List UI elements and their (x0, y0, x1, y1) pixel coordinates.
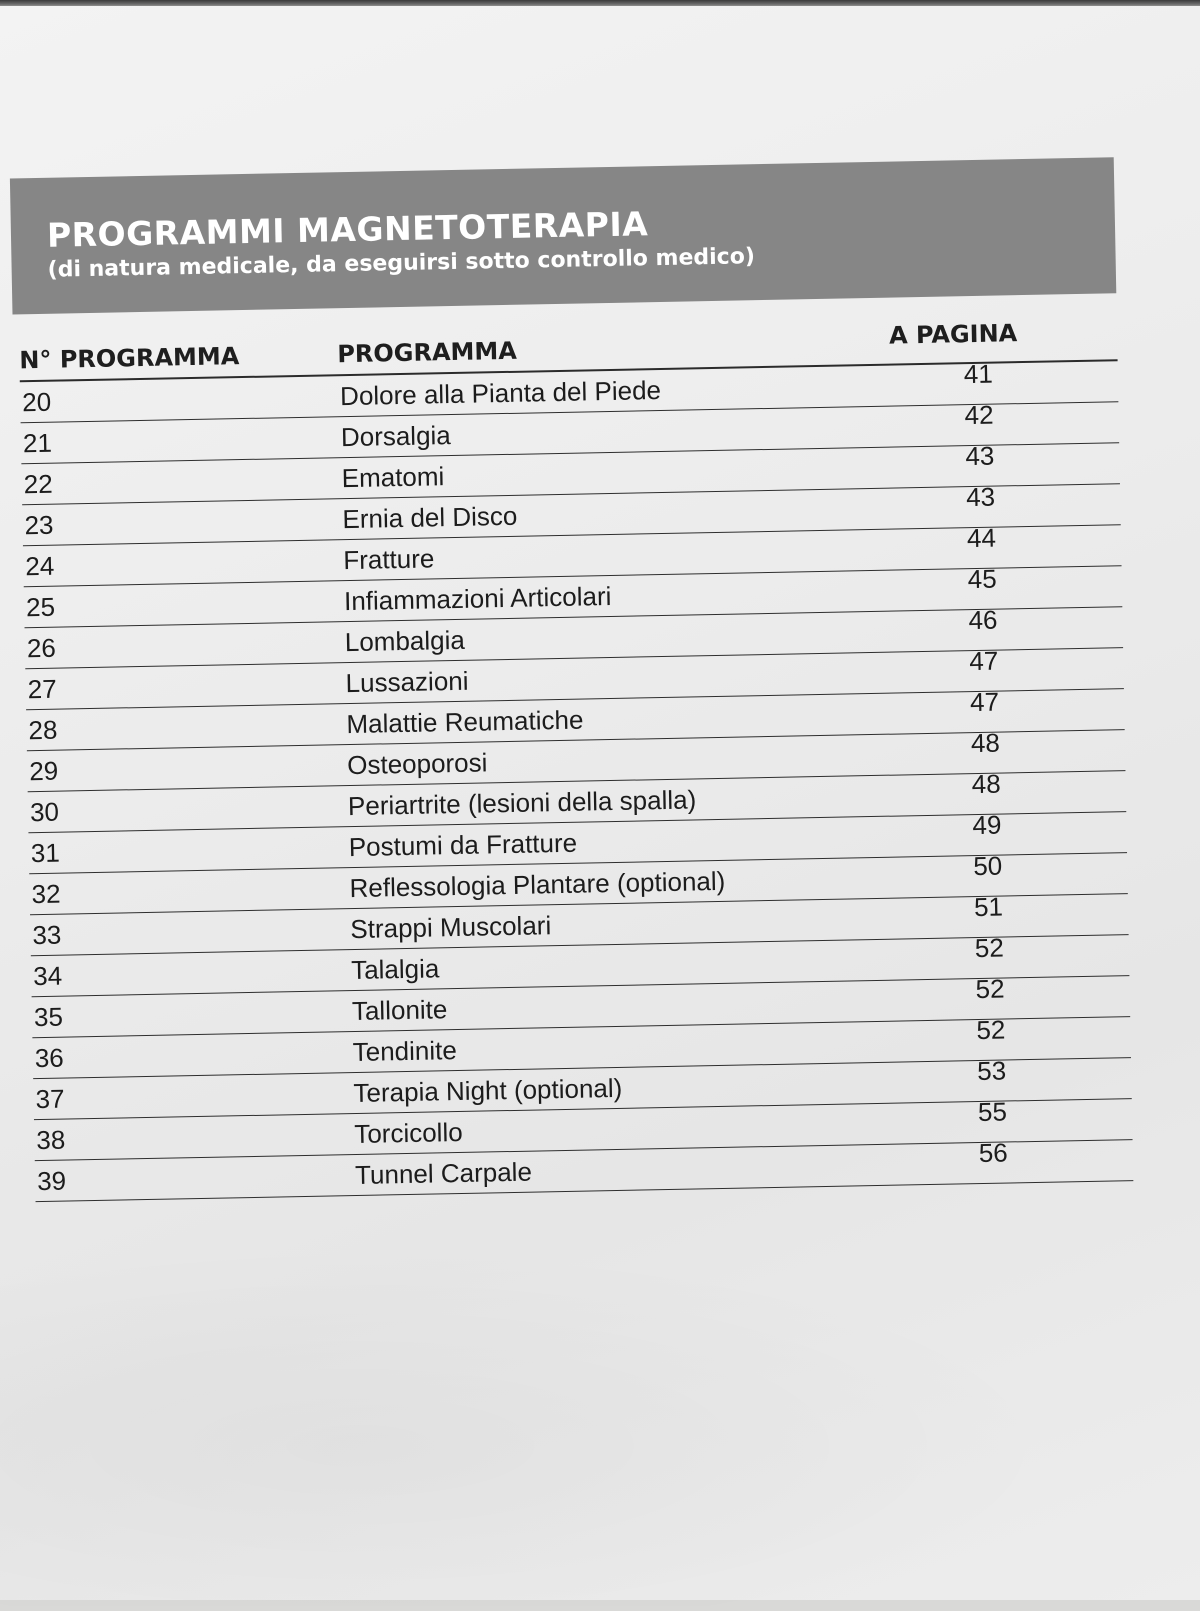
row-number: 22 (23, 468, 53, 500)
row-page: 55 (977, 1096, 1008, 1128)
row-number: 37 (35, 1083, 65, 1115)
row-number: 31 (30, 837, 61, 869)
row-page: 47 (969, 686, 1000, 718)
column-header-program: PROGRAMMA (337, 336, 518, 369)
row-page: 56 (978, 1137, 1008, 1169)
row-number: 21 (22, 427, 53, 459)
row-number: 26 (26, 632, 57, 664)
title-banner (10, 157, 1116, 314)
row-page: 52 (975, 973, 1005, 1005)
row-page: 52 (974, 932, 1005, 964)
row-number: 24 (25, 550, 55, 582)
row-program: Dolore alla Pianta del Piede (339, 375, 662, 412)
row-program: Fratture (342, 543, 435, 576)
row-page: 47 (969, 645, 999, 677)
row-page: 43 (965, 440, 995, 472)
row-page: 49 (972, 809, 1002, 841)
row-page: 52 (976, 1014, 1006, 1046)
row-program: Malattie Reumatiche (346, 704, 584, 740)
column-header-number: N° PROGRAMMA (19, 342, 240, 375)
row-page: 51 (973, 891, 1004, 923)
row-number: 36 (34, 1042, 64, 1074)
row-page: 50 (972, 850, 1003, 882)
row-page: 53 (976, 1055, 1007, 1087)
row-number: 23 (24, 509, 54, 541)
row-page: 43 (965, 481, 996, 513)
row-program: Strappi Muscolari (350, 910, 552, 945)
row-program: Lombalgia (344, 624, 466, 658)
row-program: Tendinite (352, 1035, 458, 1068)
row-page: 45 (967, 563, 997, 595)
row-number: 28 (28, 714, 58, 746)
row-program: Infiammazioni Articolari (343, 580, 612, 617)
row-program: Reflessologia Plantare (optional) (349, 865, 726, 904)
row-program: Dorsalgia (340, 420, 452, 453)
row-program: Ernia del Disco (342, 500, 518, 535)
row-page: 42 (964, 399, 994, 431)
row-program: Terapia Night (optional) (353, 1072, 623, 1109)
row-page: 44 (966, 522, 997, 554)
row-number: 34 (32, 960, 63, 992)
row-page: 41 (963, 358, 994, 390)
row-number: 20 (21, 386, 52, 418)
row-program: Torcicollo (354, 1116, 463, 1150)
row-number: 29 (28, 755, 59, 787)
row-number: 38 (36, 1124, 66, 1156)
row-program: Talalgia (350, 953, 440, 986)
row-program: Tallonite (351, 994, 448, 1027)
row-program: Lussazioni (345, 665, 469, 699)
page-title: PROGRAMMI MAGNETOTERAPIA (46, 204, 649, 255)
row-number: 35 (33, 1001, 64, 1033)
row-number: 39 (36, 1165, 67, 1197)
row-program: Ematomi (341, 461, 445, 494)
row-number: 25 (25, 591, 56, 623)
row-program: Tunnel Carpale (354, 1156, 533, 1191)
row-page: 46 (968, 604, 998, 636)
row-page: 48 (970, 727, 1001, 759)
row-program: Postumi da Fratture (348, 827, 578, 863)
row-number: 27 (27, 673, 57, 705)
row-page: 48 (971, 768, 1001, 800)
page-subtitle: (di natura medicale, da eseguirsi sotto controllo medico) (47, 244, 756, 283)
row-program: Periartrite (lesioni della spalla) (347, 784, 697, 822)
row-number: 33 (32, 919, 62, 951)
column-header-page: A PAGINA (888, 319, 1018, 350)
row-program: Osteoporosi (346, 747, 488, 781)
row-number: 32 (31, 878, 61, 910)
row-number: 30 (29, 796, 60, 828)
